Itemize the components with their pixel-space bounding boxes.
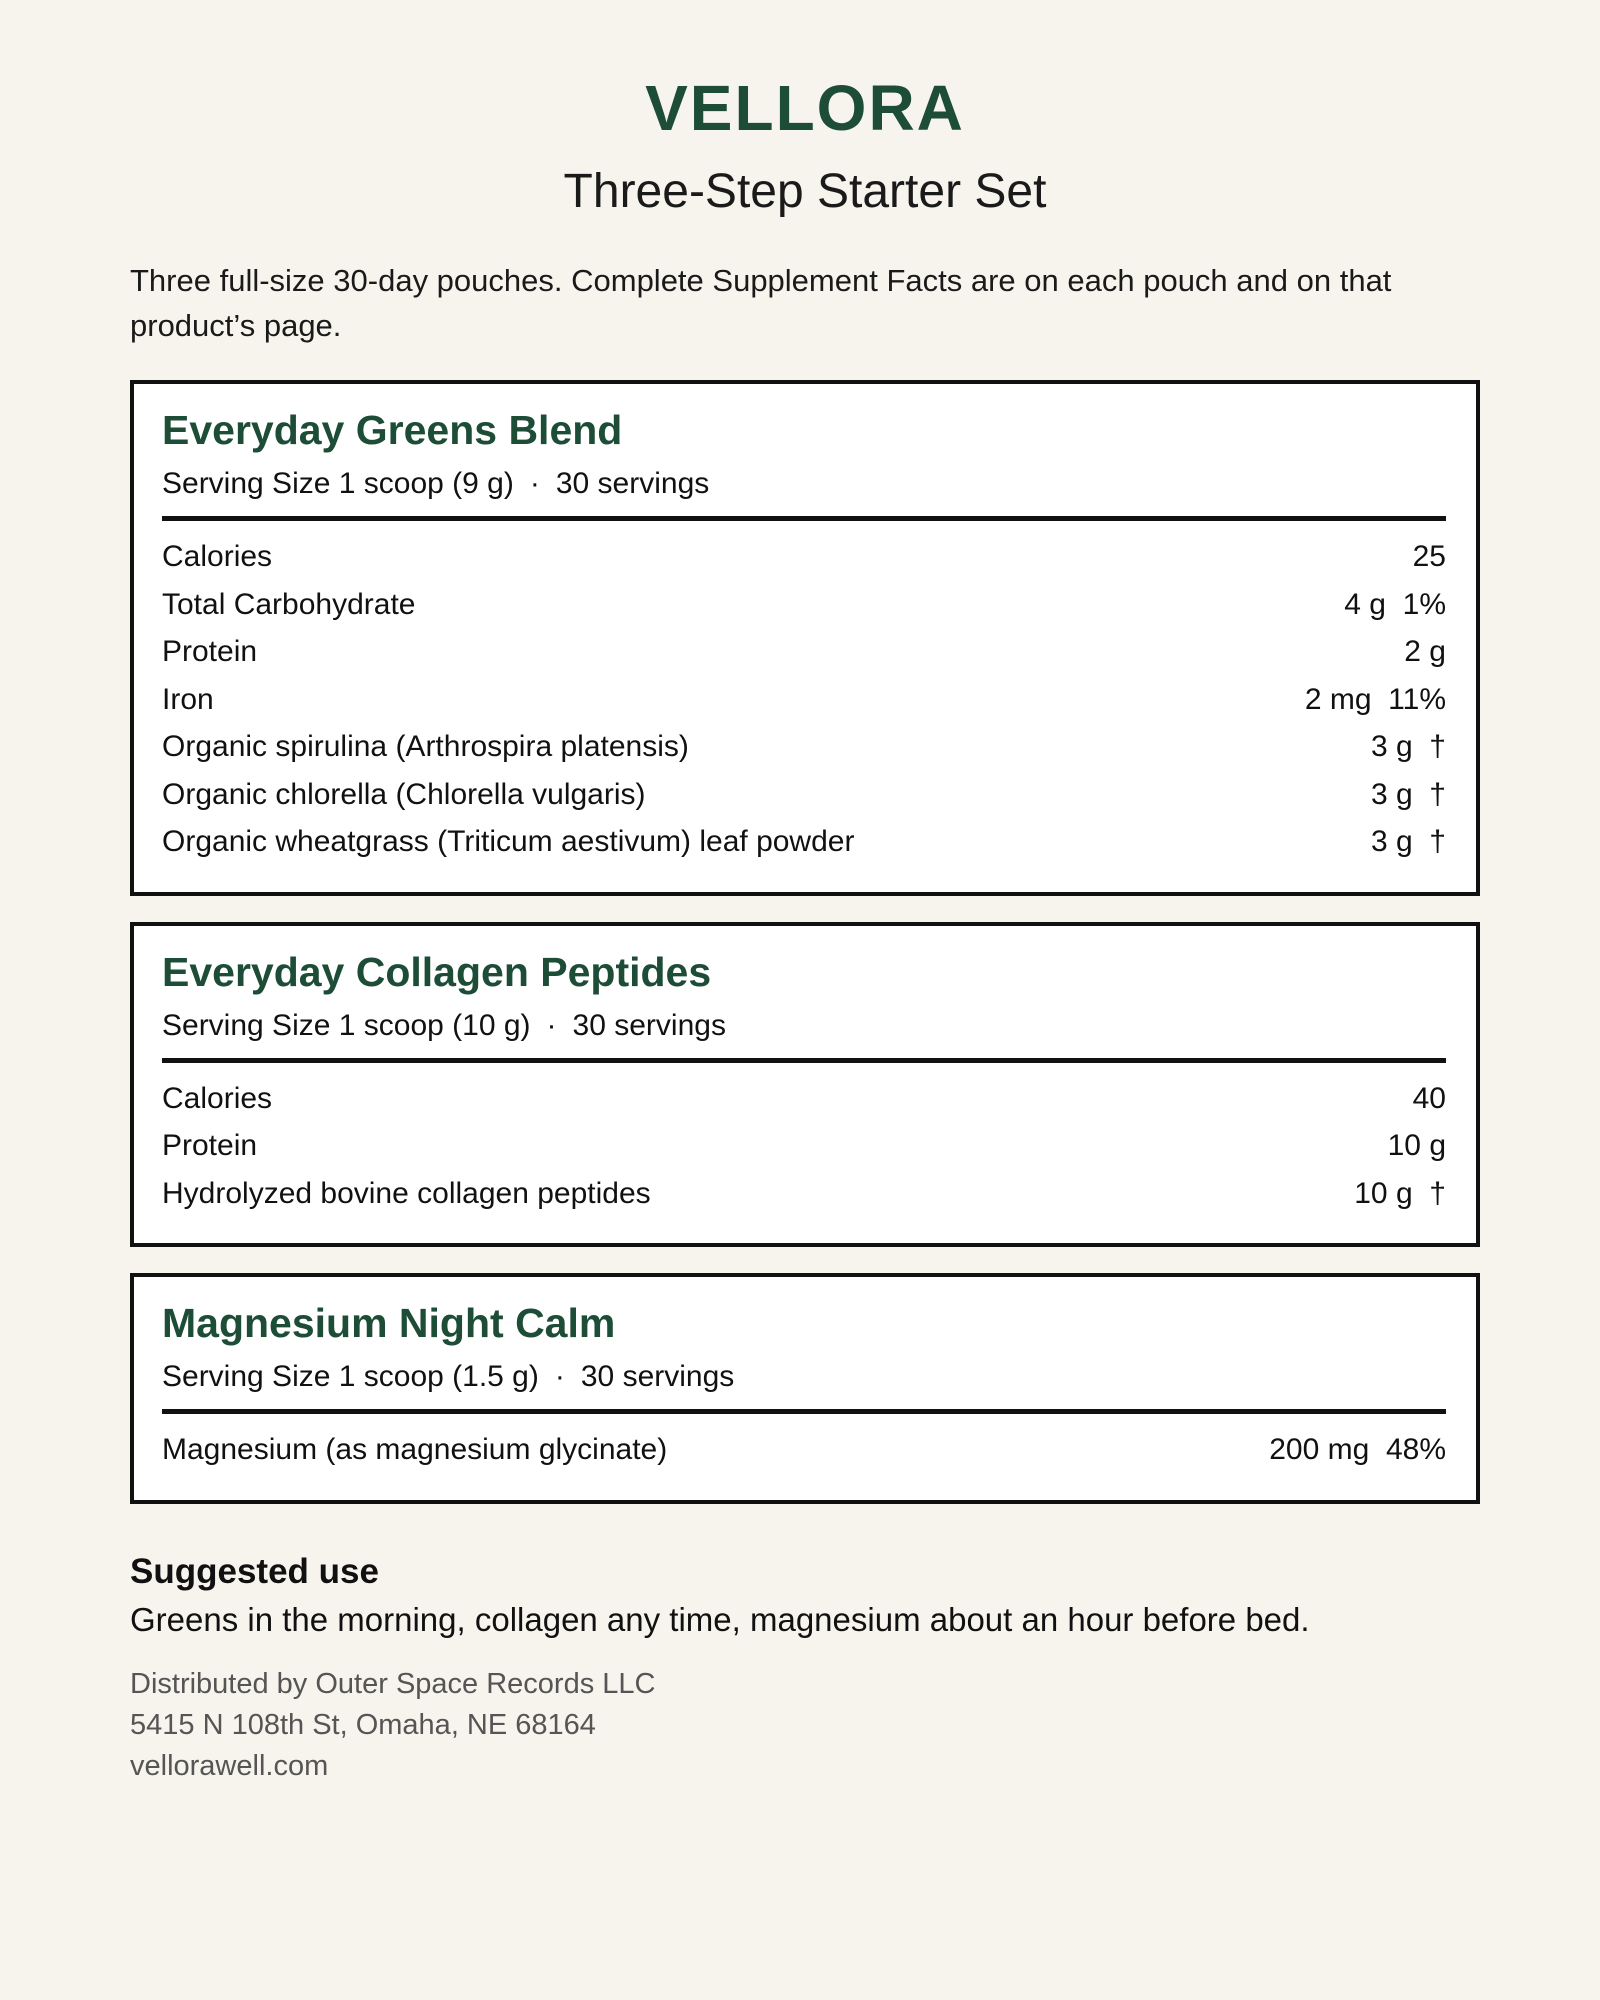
nutrient-value: 40 [1412, 1081, 1446, 1115]
facts-row [162, 1122, 1446, 1170]
facts-row [162, 581, 1446, 629]
distributor-info [130, 1664, 1480, 1787]
suggested-use-text: Greens in the morning, collagen any time, magnesium about an hour before bed. [130, 1600, 1310, 1638]
nutrient-value: 3 g † [1370, 777, 1446, 811]
supplement-facts-greens [130, 380, 1480, 896]
nutrient-label: Organic spirulina (Arthrospira platensis) [162, 730, 689, 763]
nutrient-value: 10 g [1387, 1129, 1446, 1162]
nutrient-label: Hydrolyzed bovine collagen peptides [162, 1176, 651, 1210]
brand-name: VELLORA [645, 72, 965, 144]
nutrient-label: Total Carbohydrate [162, 587, 416, 621]
product-name: Magnesium Night Calm [162, 1300, 616, 1346]
nutrient-value: 3 g † [1370, 730, 1446, 763]
serving-info [162, 464, 1446, 521]
nutrient-value: 2 g [1404, 635, 1446, 668]
nutrient-value: 200 mg 48% [1269, 1433, 1446, 1466]
facts-rows [162, 1426, 1446, 1474]
serving-size: Serving Size 1 scoop (1.5 g) [162, 1360, 539, 1393]
intro-text: Three full-size 30-day pouches. Complete Supplement Facts are on each pouch and on that product’s page. [130, 263, 1392, 343]
nutrient-label: Iron [162, 682, 214, 716]
facts-row [162, 723, 1446, 771]
nutrient-label: Calories [162, 1081, 273, 1115]
nutrient-label: Magnesium (as magnesium glycinate) [162, 1433, 668, 1466]
facts-row [162, 1170, 1446, 1218]
facts-row [162, 771, 1446, 819]
separator-dot: · [554, 1360, 565, 1393]
facts-row [162, 533, 1446, 581]
nutrient-value: 10 g † [1354, 1176, 1446, 1210]
nutrient-value: 2 mg 11% [1304, 682, 1446, 716]
website-text: vellorawell.com [130, 1749, 329, 1782]
product-name: Everyday Greens Blend [162, 407, 623, 453]
product-name: Everyday Collagen Peptides [162, 948, 712, 995]
servings-count: 30 servings [580, 1360, 735, 1393]
nutrient-value: 3 g † [1370, 825, 1446, 858]
facts-row [162, 1075, 1446, 1123]
nutrient-value: 4 g 1% [1344, 587, 1446, 621]
nutrient-label: Protein [162, 635, 258, 668]
facts-row [162, 628, 1446, 676]
supplement-facts-collagen [130, 922, 1480, 1248]
label-page [130, 0, 1480, 1787]
facts-rows [162, 533, 1446, 866]
nutrient-label: Calories [162, 540, 273, 573]
facts-row [162, 818, 1446, 866]
serving-size: Serving Size 1 scoop (10 g) [162, 1008, 531, 1042]
facts-row [162, 1426, 1446, 1474]
supplement-facts-magnesium [130, 1273, 1480, 1504]
separator-dot: · [546, 1008, 557, 1042]
nutrient-label: Protein [162, 1129, 258, 1162]
facts-row [162, 676, 1446, 724]
serving-info [162, 1357, 1446, 1414]
nutrient-label: Organic chlorella (Chlorella vulgaris) [162, 777, 646, 811]
servings-count: 30 servings [555, 467, 710, 500]
nutrient-value: 25 [1412, 540, 1446, 573]
serving-size: Serving Size 1 scoop (9 g) [162, 467, 514, 500]
servings-count: 30 servings [572, 1008, 726, 1042]
suggested-use-section [130, 1550, 1480, 1642]
product-set-title: Three-Step Starter Set [563, 165, 1047, 218]
separator-dot: · [529, 467, 540, 500]
distributor-name: Distributed by Outer Space Records LLC [130, 1667, 656, 1700]
suggested-use-heading: Suggested use [130, 1551, 379, 1591]
distributor-address: 5415 N 108th St, Omaha, NE 68164 [130, 1708, 596, 1741]
nutrient-label: Organic wheatgrass (Triticum aestivum) leaf powder [162, 825, 855, 858]
facts-rows [162, 1075, 1446, 1218]
serving-info [162, 1006, 1446, 1063]
